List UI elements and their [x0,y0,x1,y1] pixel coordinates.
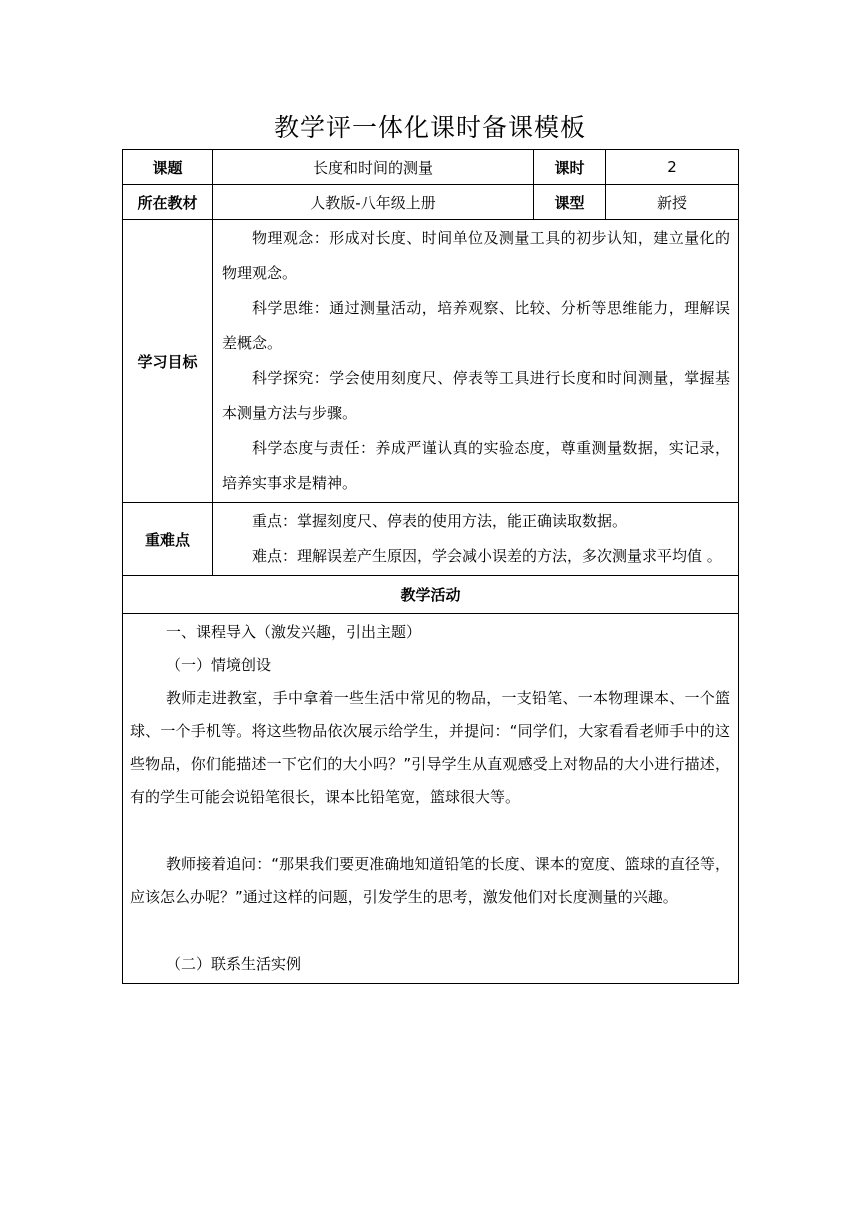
topic-value: 长度和时间的测量 [213,150,534,185]
hours-label: 课时 [534,150,606,185]
key-point-item: 难点：理解误差产生原因，学会减小误差的方法，多次测量求平均值 。 [252,547,722,565]
key-points-content [213,503,739,576]
subsection-heading: （一）情境创设 [166,656,272,674]
key-point-item: 重点：掌握刻度尺、停表的使用方法，能正确读取数据。 [252,512,628,530]
goal-item: 科学思维：通过测量活动，培养观察、比较、分析等思维能力，理解误差概念。 [222,299,730,352]
goals-row [123,220,739,503]
subsection-heading: （二）联系生活实例 [166,955,302,973]
textbook-value: 人教版-八年级上册 [213,185,534,220]
key-points-row [123,503,739,576]
activities-content [123,614,739,984]
activity-paragraph: 教师接着追问：“那果我们要更准确地知道铅笔的长度、课本的宽度、篮球的直径等，应该怎么办呢？”通过这样的问题，引发学生的思考，激发他们对长度测量的兴趣。 [130,855,730,906]
textbook-row [123,185,739,220]
activities-title: 教学活动 [123,576,739,614]
activity-paragraph: 教师走进教室，手中拿着一些生活中常见的物品，一支铅笔、一本物理课本、一个篮球、一个手机等。将这些物品依次展示给学生，并提问：“同学们，大家看看老师手中的这些物品，你们能描述一下它们的大小吗？”引导学生从直观感受上对物品的大小进行描述，有的学生可能会说铅笔很长，课本比铅笔宽，篮球很大等。 [130,689,730,806]
paragraph-spacer [130,914,730,948]
type-label: 课型 [534,185,606,220]
lesson-plan-table [122,149,739,984]
activities-title-row [123,576,739,614]
key-points-label: 重难点 [123,503,213,576]
hours-value: 2 [606,150,739,185]
section-heading: 一、课程导入（激发兴趣，引出主题） [166,623,422,641]
type-value: 新授 [606,185,739,220]
paragraph-spacer [130,814,730,848]
goals-label: 学习目标 [123,220,213,503]
goal-item: 物理观念：形成对长度、时间单位及测量工具的初步认知，建立量化的物理观念。 [222,229,730,282]
activities-body-row [123,614,739,984]
goal-item: 科学态度与责任：养成严谨认真的实验态度，尊重测量数据，实记录，培养实事求是精神。 [222,439,730,492]
goals-content [213,220,739,503]
goal-item: 科学探究：学会使用刻度尺、停表等工具进行长度和时间测量，掌握基本测量方法与步骤。 [222,369,730,422]
topic-label: 课题 [123,150,213,185]
topic-row [123,150,739,185]
page-title: 教学评一体化课时备课模板 [273,113,586,142]
textbook-label: 所在教材 [123,185,213,220]
